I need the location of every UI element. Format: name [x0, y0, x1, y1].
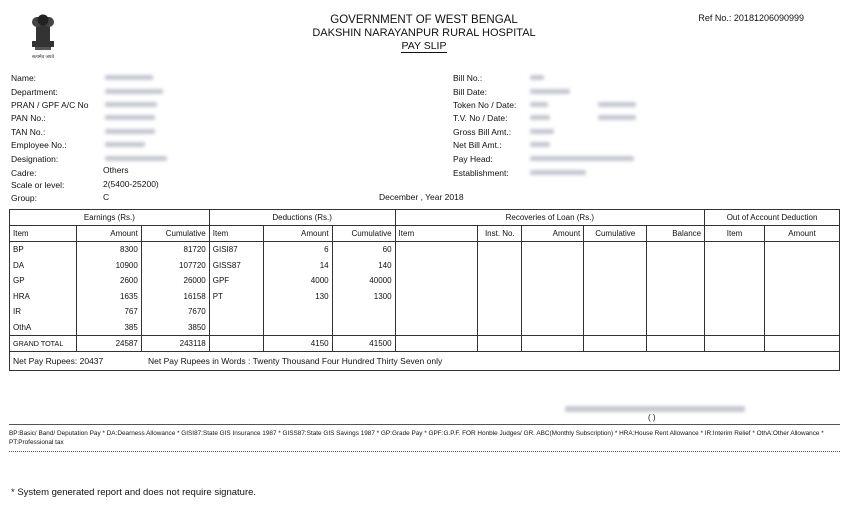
- table-cell: [395, 304, 478, 320]
- table-row: [10, 320, 840, 336]
- deductions-title: Deductions (Rs.): [209, 210, 395, 226]
- table-row: [10, 258, 840, 274]
- gross-label: Gross Bill Amt.:: [453, 127, 512, 137]
- table-cell: [209, 320, 263, 336]
- table-cell: [522, 273, 584, 289]
- net-pay-words: Net Pay Rupees in Words : Twenty Thousand Four Hundred Thirty Seven only: [148, 356, 443, 366]
- group-header-row: [10, 210, 840, 226]
- table-cell: [765, 304, 840, 320]
- department-label: Department:: [11, 87, 58, 97]
- col-ded-cumulative: Cumulative: [332, 226, 395, 242]
- table-cell: [209, 304, 263, 320]
- table-cell: [584, 336, 647, 352]
- earn-amount: 10900: [76, 258, 141, 274]
- table-cell: [584, 289, 647, 305]
- establishment-label: Establishment:: [453, 168, 509, 178]
- table-cell: [478, 273, 522, 289]
- ded-amount: 4000: [263, 273, 332, 289]
- token-date-redacted: [598, 102, 636, 107]
- earn-amount: 1635: [76, 289, 141, 305]
- table-cell: [765, 258, 840, 274]
- earn-cum: 3850: [141, 320, 209, 336]
- bill-date-redacted: [530, 89, 570, 94]
- col-rec-balance: Balance: [647, 226, 705, 242]
- table-cell: [705, 289, 765, 305]
- table-cell: [705, 242, 765, 258]
- cadre-value: Others: [103, 165, 129, 175]
- table-cell: [522, 242, 584, 258]
- net-pay: Net Pay Rupees: 20437: [13, 356, 104, 366]
- col-rec-cumulative: Cumulative: [584, 226, 647, 242]
- table-cell: [647, 304, 705, 320]
- table-cell: [647, 273, 705, 289]
- earn-amount: 2600: [76, 273, 141, 289]
- table-cell: [263, 304, 332, 320]
- tv-redacted: [530, 115, 550, 120]
- pan-redacted: [105, 115, 155, 120]
- earn-item: GP: [10, 273, 77, 289]
- table-row: [10, 273, 840, 289]
- table-cell: [395, 320, 478, 336]
- table-cell: [522, 336, 584, 352]
- table-cell: [765, 320, 840, 336]
- table-cell: [478, 320, 522, 336]
- pay-head-label: Pay Head:: [453, 154, 493, 164]
- scale-label: Scale or level:: [11, 180, 65, 190]
- table-cell: [478, 304, 522, 320]
- earn-cum: 81720: [141, 242, 209, 258]
- grand-total-ded-amount: 4150: [263, 336, 332, 352]
- table-cell: [705, 304, 765, 320]
- table-cell: [478, 336, 522, 352]
- net-label: Net Bill Amt.:: [453, 140, 502, 150]
- table-cell: [10, 352, 840, 371]
- table-cell: [522, 258, 584, 274]
- table-cell: [478, 242, 522, 258]
- ded-cum: 40000: [332, 273, 395, 289]
- pay-period: December , Year 2018: [379, 192, 464, 202]
- signature-paren: ( ): [648, 413, 656, 422]
- col-earn-item: Item: [10, 226, 77, 242]
- col-earn-amount: Amount: [76, 226, 141, 242]
- table-cell: [522, 289, 584, 305]
- ded-amount: 14: [263, 258, 332, 274]
- table-cell: [209, 336, 263, 352]
- earnings-title: Earnings (Rs.): [10, 210, 210, 226]
- earn-amount: 385: [76, 320, 141, 336]
- table-row: [10, 289, 840, 305]
- tan-redacted: [105, 129, 155, 134]
- table-cell: [647, 258, 705, 274]
- out-of-account-title: Out of Account Deduction: [705, 210, 840, 226]
- table-cell: [522, 304, 584, 320]
- ded-cum: 1300: [332, 289, 395, 305]
- table-cell: [647, 336, 705, 352]
- recoveries-title: Recoveries of Loan (Rs.): [395, 210, 705, 226]
- col-rec-instno: Inst. No.: [478, 226, 522, 242]
- column-header-row: [10, 226, 840, 242]
- pran-label: PRAN / GPF A/C No: [11, 100, 89, 110]
- table-cell: [705, 336, 765, 352]
- table-cell: [522, 320, 584, 336]
- token-redacted: [530, 102, 548, 107]
- earn-item: HRA: [10, 289, 77, 305]
- ded-amount: 6: [263, 242, 332, 258]
- ded-item: GISI87: [209, 242, 263, 258]
- col-rec-item: Item: [395, 226, 478, 242]
- col-oad-item: Item: [705, 226, 765, 242]
- tv-date-redacted: [598, 115, 636, 120]
- table-cell: [395, 289, 478, 305]
- grand-total-earn-cum: 243118: [141, 336, 209, 352]
- group-value: C: [103, 192, 110, 202]
- department-redacted: [105, 89, 163, 94]
- col-earn-cumulative: Cumulative: [141, 226, 209, 242]
- table-cell: [332, 304, 395, 320]
- footer-note: * System generated report and does not require signature.: [11, 487, 257, 498]
- designation-label: Designation:: [11, 154, 59, 164]
- table-cell: [584, 304, 647, 320]
- employee-redacted: [105, 142, 145, 147]
- grand-total-label: GRAND TOTAL: [10, 336, 77, 352]
- table-cell: [765, 289, 840, 305]
- pran-redacted: [105, 102, 157, 107]
- grand-total-ded-cum: 41500: [332, 336, 395, 352]
- table-cell: [395, 242, 478, 258]
- col-ded-amount: Amount: [263, 226, 332, 242]
- earn-item: DA: [10, 258, 77, 274]
- earn-cum: 107720: [141, 258, 209, 274]
- employee-label: Employee No.:: [11, 140, 67, 150]
- gross-redacted: [530, 129, 554, 134]
- bill-no-redacted: [530, 75, 544, 80]
- token-label: Token No / Date:: [453, 100, 517, 110]
- col-ded-item: Item: [209, 226, 263, 242]
- table-cell: [395, 273, 478, 289]
- table-cell: [395, 258, 478, 274]
- hospital-title: DAKSHIN NARAYANPUR RURAL HOSPITAL: [312, 27, 536, 39]
- scale-value: 2(5400-25200): [103, 179, 159, 189]
- emblem-motto: सत्यमेव जयते: [31, 55, 55, 60]
- table-cell: [647, 242, 705, 258]
- tv-label: T.V. No / Date:: [453, 113, 508, 123]
- earn-cum: 7670: [141, 304, 209, 320]
- ded-item: PT: [209, 289, 263, 305]
- table-cell: [478, 258, 522, 274]
- name-redacted: [105, 75, 153, 80]
- table-cell: [332, 320, 395, 336]
- group-label: Group:: [11, 193, 37, 203]
- grand-total-earn-amount: 24587: [76, 336, 141, 352]
- ref-number: Ref No.: 20181206090999: [698, 13, 804, 23]
- cadre-label: Cadre:: [11, 168, 37, 178]
- net-redacted: [530, 142, 550, 147]
- table-cell: [705, 273, 765, 289]
- name-label: Name:: [11, 73, 37, 83]
- tan-label: TAN No.:: [11, 127, 46, 137]
- ded-cum: 140: [332, 258, 395, 274]
- table-cell: [584, 258, 647, 274]
- col-oad-amount: Amount: [765, 226, 840, 242]
- government-title: GOVERNMENT OF WEST BENGAL: [330, 14, 518, 26]
- table-cell: [395, 336, 478, 352]
- earn-amount: 8300: [76, 242, 141, 258]
- table-cell: [584, 320, 647, 336]
- page-title: PAY SLIP: [401, 40, 447, 52]
- legend-bottom-divider: [9, 451, 840, 452]
- bill-no-label: Bill No.:: [453, 73, 483, 83]
- table-cell: [765, 336, 840, 352]
- earn-item: IR: [10, 304, 77, 320]
- pay-head-redacted: [530, 156, 634, 161]
- table-cell: [584, 273, 647, 289]
- earn-cum: 16158: [141, 289, 209, 305]
- ded-cum: 60: [332, 242, 395, 258]
- table-cell: [705, 258, 765, 274]
- table-cell: [584, 242, 647, 258]
- bill-date-label: Bill Date:: [453, 87, 488, 97]
- earn-cum: 26000: [141, 273, 209, 289]
- table-row: [10, 242, 840, 258]
- table-cell: [478, 289, 522, 305]
- ded-item: GPF: [209, 273, 263, 289]
- designation-redacted: [105, 156, 167, 161]
- table-row: [10, 304, 840, 320]
- net-pay-row: [10, 352, 840, 371]
- table-cell: [647, 320, 705, 336]
- establishment-redacted: [530, 170, 586, 175]
- table-cell: [765, 273, 840, 289]
- pay-table: [9, 209, 840, 371]
- ded-item: GISS87: [209, 258, 263, 274]
- signature-name-redacted: [565, 406, 745, 412]
- table-cell: [647, 289, 705, 305]
- col-rec-amount: Amount: [522, 226, 584, 242]
- earn-amount: 767: [76, 304, 141, 320]
- grand-total-row: [10, 336, 840, 352]
- abbreviation-legend: BP:Basic/ Band/ Deputation Pay * DA:Dearness Allowance * GISI87:State GIS Insurance 1987 * GISS87:State GIS Savings 1987 * GP:Grade Pay * GPF:G.P.F. FOR Honble Judges/ GR. ABC(Monthly Subscription) * HRA:House Rent Allowance * IR:Interim Relief * OthA:Other Allowance * PT:Professional tax: [9, 430, 824, 446]
- earn-item: OthA: [10, 320, 77, 336]
- ded-amount: 130: [263, 289, 332, 305]
- legend-top-divider: [9, 424, 840, 425]
- table-cell: [765, 242, 840, 258]
- table-cell: [263, 320, 332, 336]
- pan-label: PAN No.:: [11, 113, 46, 123]
- table-cell: [705, 320, 765, 336]
- earn-item: BP: [10, 242, 77, 258]
